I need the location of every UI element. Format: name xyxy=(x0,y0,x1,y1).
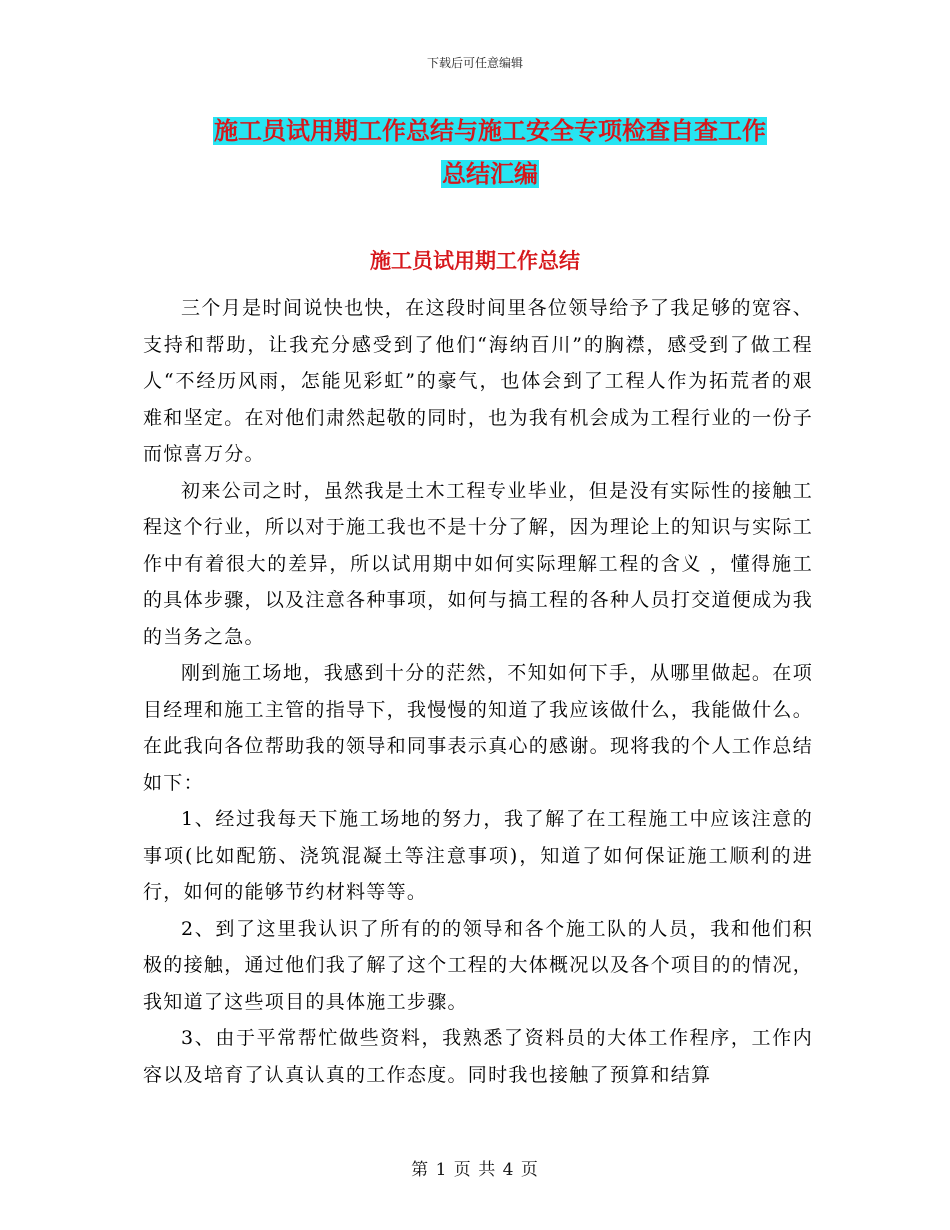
document-title-line-1: 施工员试用期工作总结与施工安全专项检查自查工作 xyxy=(214,117,766,145)
paragraph: 三个月是时间说快也快，在这段时间里各位领导给予了我足够的宽容、支持和帮助，让我充分感受到了他们“海纳百川”的胸襟，感受到了做工程人“不经历风雨，怎能见彩虹”的豪气，也体会到了工程人作为拓荒者的艰难和坚定。在对他们肃然起敬的同时，也为我有机会成为工程行业的一份子而惊喜万分。 xyxy=(143,297,813,465)
paragraph: 刚到施工场地，我感到十分的茫然，不知如何下手，从哪里做起。在项目经理和施工主管的指导下，我慢慢的知道了我应该做什么，我能做什么。在此我向各位帮助我的领导和同事表示真心的感谢。现将我的个人工作总结如下： xyxy=(143,662,813,794)
body-text xyxy=(143,290,813,1093)
section-title: 施工员试用期工作总结 xyxy=(370,249,580,273)
paragraph: 1、经过我每天下施工场地的努力，我了解了在工程施工中应该注意的事项(比如配筋、浇筑混凝土等注意事项)，知道了如何保证施工顺利的进行，如何的能够节约材料等等。 xyxy=(143,808,813,903)
document-title xyxy=(140,110,840,196)
document-title-line-2: 总结汇编 xyxy=(442,160,538,188)
page-number-footer: 第 1 页 共 4 页 xyxy=(411,1160,539,1180)
paragraph: 3、由于平常帮忙做些资料，我熟悉了资料员的大体工作程序，工作内容以及培育了认真认真的工作态度。同时我也接触了预算和结算 xyxy=(143,1027,813,1086)
paragraph: 初来公司之时，虽然我是土木工程专业毕业，但是没有实际性的接触工程这个行业，所以对于施工我也不是十分了解，因为理论上的知识与实际工作中有着很大的差异，所以试用期中如何实际理解工程的含义 ，懂得施工的具体步骤，以及注意各种事项，如何与搞工程的各种人员打交道便成为我的当务之急。 xyxy=(143,479,813,648)
header-note: 下载后可任意编辑 xyxy=(426,56,523,70)
paragraph: 2、到了这里我认识了所有的的领导和各个施工队的人员，我和他们积极的接触，通过他们我了解了这个工程的大体概况以及各个项目的的情况，我知道了这些项目的具体施工步骤。 xyxy=(143,917,813,1013)
